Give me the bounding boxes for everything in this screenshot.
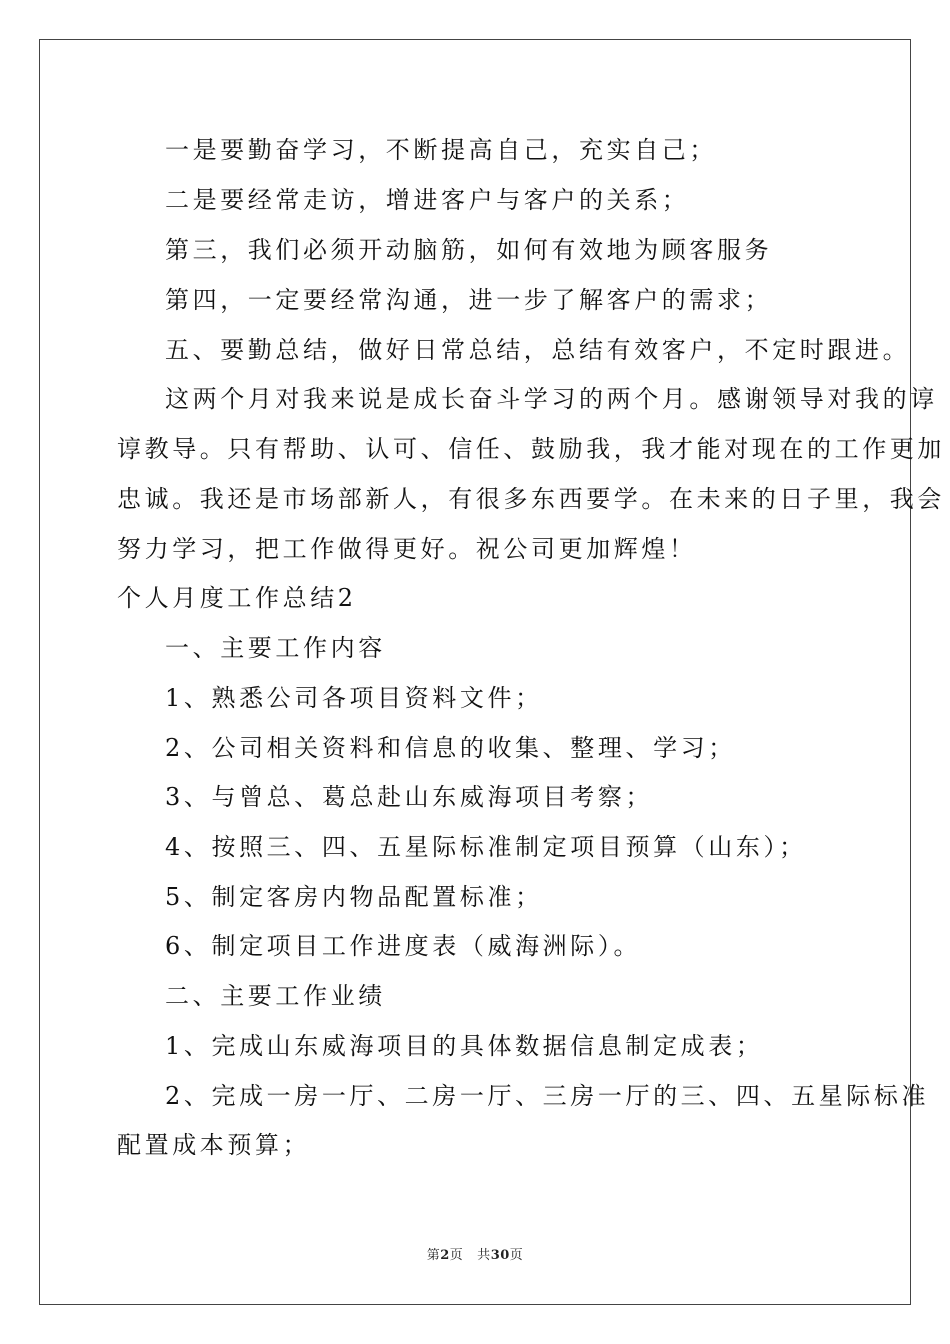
footer-prefix: 第 — [426, 1248, 441, 1263]
text-line: 五、要勤总结，做好日常总结，总结有效客户，不定时跟进。 — [165, 336, 911, 364]
paragraph-line: 谆教导。只有帮助、认可、信任、鼓励我，我才能对现在的工作更加 — [117, 435, 945, 463]
section-title: 个人月度工作总结2 — [117, 584, 357, 612]
list-item: 1、熟悉公司各项目资料文件； — [165, 684, 543, 712]
list-item: 2、公司相关资料和信息的收集、整理、学习； — [165, 734, 736, 762]
footer-total-prefix: 共 — [477, 1248, 491, 1263]
paragraph-line: 忠诚。我还是市场部新人，有很多东西要学。在未来的日子里，我会 — [117, 485, 945, 513]
page-border — [39, 39, 911, 1305]
text-line: 第四，一定要经常沟通，进一步了解客户的需求； — [165, 286, 773, 314]
paragraph-line: 这两个月对我来说是成长奋斗学习的两个月。感谢领导对我的谆 — [165, 385, 938, 413]
paragraph-line: 努力学习，把工作做得更好。祝公司更加辉煌！ — [117, 535, 697, 563]
list-item-continuation: 配置成本预算； — [117, 1131, 311, 1159]
footer-total-pages: 30 — [490, 1248, 510, 1263]
footer-page-number: 2 — [440, 1248, 450, 1263]
list-item: 6、制定项目工作进度表（威海洲际）。 — [165, 932, 642, 960]
list-item: 2、完成一房一厅、二房一厅、三房一厅的三、四、五星际标准 — [165, 1082, 930, 1110]
text-line: 一是要勤奋学习，不断提高自己，充实自己； — [165, 136, 717, 164]
list-item: 1、完成山东威海项目的具体数据信息制定成表； — [165, 1032, 764, 1060]
list-item: 3、与曾总、葛总赴山东威海项目考察； — [165, 783, 654, 811]
page-footer — [0, 1248, 950, 1264]
list-item: 4、按照三、四、五星际标准制定项目预算（山东）； — [165, 833, 807, 861]
text-line: 二是要经常走访，增进客户与客户的关系； — [165, 186, 690, 214]
heading: 二、主要工作业绩 — [165, 982, 386, 1010]
heading: 一、主要工作内容 — [165, 634, 386, 662]
footer-page-suffix: 页 — [449, 1248, 464, 1263]
footer-total-suffix: 页 — [509, 1248, 524, 1263]
list-item: 5、制定客房内物品配置标准； — [165, 883, 543, 911]
text-line: 第三，我们必须开动脑筋，如何有效地为顾客服务 — [165, 236, 773, 264]
